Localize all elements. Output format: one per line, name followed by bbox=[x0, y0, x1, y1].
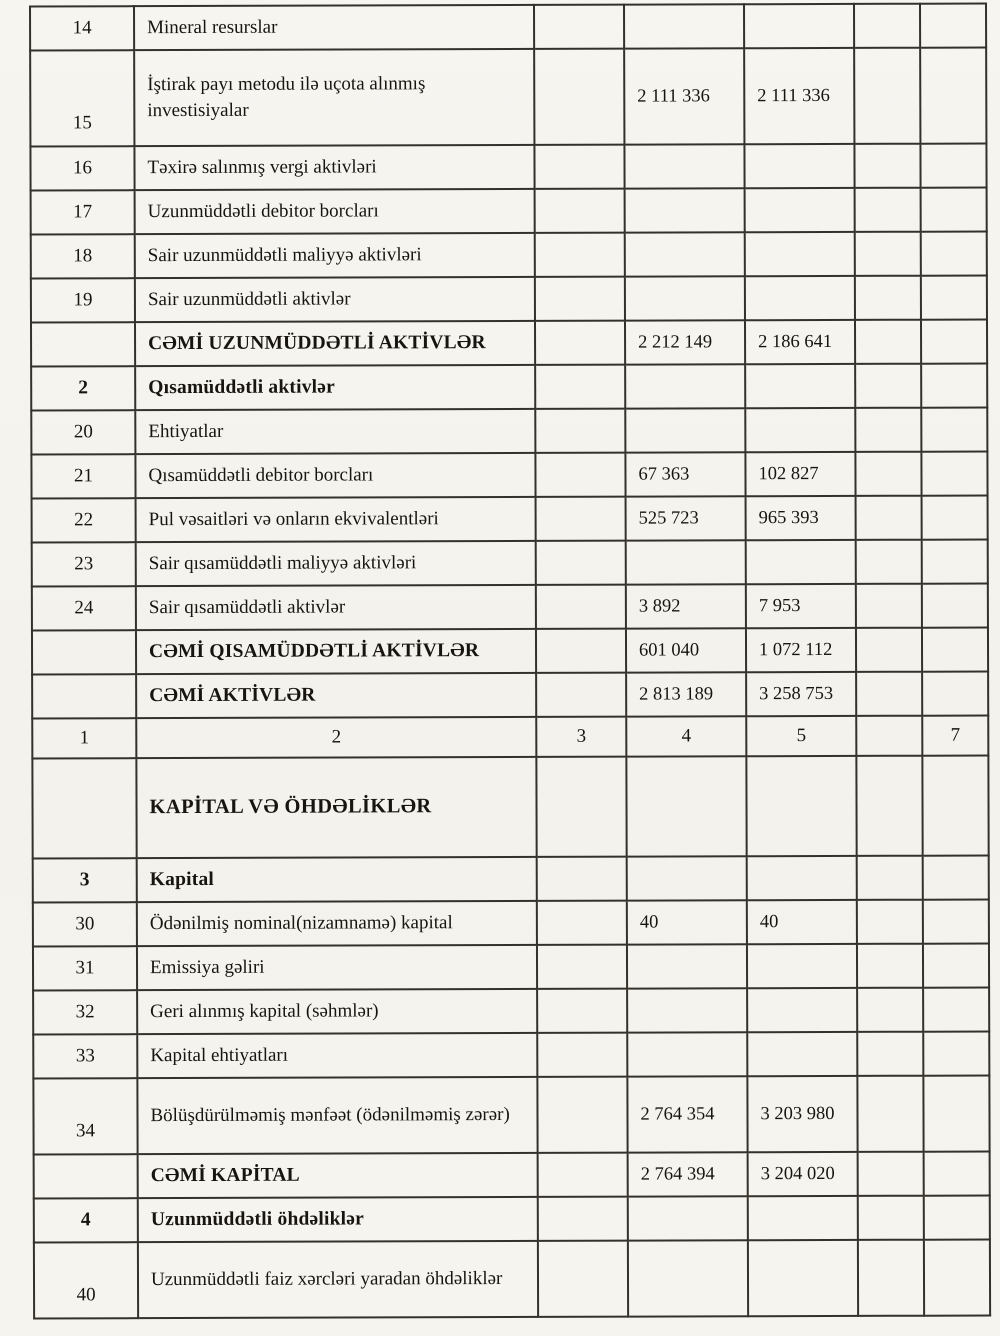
row-number-cell: 21 bbox=[31, 454, 135, 498]
empty-column-3-cell bbox=[536, 585, 626, 629]
empty-column-6-cell bbox=[857, 944, 923, 988]
row-number-cell: 20 bbox=[31, 410, 135, 454]
empty-column-3-cell bbox=[535, 277, 625, 321]
closing-balance-cell bbox=[745, 232, 855, 276]
row-label-cell: KAPİTAL VƏ ÖHDƏLİKLƏR bbox=[136, 757, 536, 858]
table-row bbox=[33, 855, 989, 902]
empty-column-7-cell bbox=[922, 539, 988, 583]
empty-column-3-cell bbox=[536, 541, 626, 585]
row-number-cell bbox=[31, 322, 135, 366]
row-number-cell: 17 bbox=[31, 190, 135, 234]
closing-balance-cell bbox=[747, 988, 857, 1032]
empty-column-3-cell bbox=[536, 629, 626, 673]
closing-balance-cell: 3 258 753 bbox=[746, 672, 856, 716]
closing-balance-cell bbox=[744, 144, 854, 188]
closing-balance-cell bbox=[745, 188, 855, 232]
row-number-cell: 30 bbox=[33, 902, 137, 946]
row-label-cell: CƏMİ QISAMÜDDƏTLİ AKTİVLƏR bbox=[136, 629, 536, 674]
opening-balance-cell: 601 040 bbox=[626, 628, 746, 672]
row-label-cell: Uzunmüddətli debitor borcları bbox=[135, 189, 535, 234]
row-number-cell bbox=[32, 630, 136, 674]
table-row bbox=[34, 1195, 990, 1242]
closing-balance-cell bbox=[747, 856, 857, 900]
column-number-cell: 3 bbox=[536, 717, 626, 757]
table-row bbox=[31, 231, 987, 278]
empty-column-3-cell bbox=[537, 1033, 627, 1077]
empty-column-7-cell bbox=[923, 943, 989, 987]
empty-column-6-cell bbox=[858, 1196, 924, 1240]
empty-column-6-cell bbox=[858, 1152, 924, 1196]
opening-balance-cell bbox=[626, 756, 746, 856]
closing-balance-cell: 102 827 bbox=[745, 452, 855, 496]
balance-sheet-table-body bbox=[30, 3, 990, 1318]
row-number-cell bbox=[32, 758, 136, 858]
empty-column-3-cell bbox=[535, 453, 625, 497]
closing-balance-cell: 965 393 bbox=[746, 496, 856, 540]
table-row bbox=[33, 943, 989, 990]
opening-balance-cell: 2 212 149 bbox=[625, 320, 745, 364]
table-row bbox=[33, 987, 989, 1034]
row-number-cell: 16 bbox=[30, 146, 134, 190]
table-row bbox=[34, 1151, 990, 1198]
empty-column-3-cell bbox=[535, 409, 625, 453]
row-number-cell: 19 bbox=[31, 278, 135, 322]
table-row bbox=[32, 755, 988, 858]
closing-balance-cell bbox=[746, 756, 856, 856]
table-row bbox=[30, 143, 986, 190]
empty-column-7-cell bbox=[923, 855, 989, 899]
empty-column-3-cell bbox=[535, 233, 625, 277]
row-number-cell bbox=[34, 1154, 138, 1198]
empty-column-6-cell bbox=[855, 364, 921, 408]
empty-column-7-cell bbox=[922, 755, 988, 855]
empty-column-6-cell bbox=[857, 1076, 923, 1152]
row-label-cell: Kapital bbox=[137, 857, 537, 902]
empty-column-7-cell bbox=[921, 451, 987, 495]
row-label-cell: Uzunmüddətli öhdəliklər bbox=[138, 1197, 538, 1242]
row-label-cell: CƏMİ AKTİVLƏR bbox=[136, 673, 536, 718]
closing-balance-cell bbox=[747, 1032, 857, 1076]
empty-column-7-cell bbox=[922, 671, 988, 715]
row-number-cell: 18 bbox=[31, 234, 135, 278]
table-row bbox=[32, 627, 988, 674]
opening-balance-cell bbox=[627, 856, 747, 900]
table-row bbox=[32, 539, 988, 586]
row-label-cell: Emissiya gəliri bbox=[137, 945, 537, 990]
empty-column-6-cell bbox=[857, 856, 923, 900]
row-label-cell: Sair uzunmüddətli maliyyə aktivləri bbox=[135, 233, 535, 278]
row-label-cell: Sair uzunmüddətli aktivlər bbox=[135, 277, 535, 322]
row-label-cell: Qısamüddətli aktivlər bbox=[135, 365, 535, 410]
balance-sheet-table bbox=[29, 2, 991, 1319]
table-row bbox=[33, 1031, 989, 1078]
opening-balance-cell: 2 764 354 bbox=[627, 1076, 747, 1152]
empty-column-6-cell bbox=[855, 232, 921, 276]
column-number-cell: 5 bbox=[746, 716, 856, 756]
closing-balance-cell: 7 953 bbox=[746, 584, 856, 628]
empty-column-7-cell bbox=[921, 231, 987, 275]
table-row bbox=[30, 3, 986, 50]
empty-column-7-cell bbox=[922, 495, 988, 539]
closing-balance-cell: 2 186 641 bbox=[745, 320, 855, 364]
empty-column-6-cell bbox=[856, 540, 922, 584]
empty-column-6-cell bbox=[855, 408, 921, 452]
empty-column-7-cell bbox=[924, 1151, 990, 1195]
empty-column-3-cell bbox=[538, 1153, 628, 1197]
empty-column-6-cell bbox=[855, 452, 921, 496]
opening-balance-cell: 3 892 bbox=[626, 584, 746, 628]
opening-balance-cell bbox=[628, 1196, 748, 1240]
row-label-cell: Pul vəsaitləri və onların ekvivalentləri bbox=[136, 497, 536, 542]
empty-column-6-cell bbox=[856, 628, 922, 672]
empty-column-3-cell bbox=[537, 857, 627, 901]
empty-column-3-cell bbox=[536, 757, 626, 857]
closing-balance-cell: 1 072 112 bbox=[746, 628, 856, 672]
row-label-cell: Mineral resurslar bbox=[134, 5, 534, 50]
row-label-cell: Geri alınmış kapital (səhmlər) bbox=[137, 989, 537, 1034]
row-number-cell: 2 bbox=[31, 366, 135, 410]
opening-balance-cell bbox=[624, 4, 744, 48]
row-label-cell: CƏMİ UZUNMÜDDƏTLİ AKTİVLƏR bbox=[135, 321, 535, 366]
closing-balance-cell bbox=[745, 364, 855, 408]
empty-column-6-cell bbox=[854, 4, 920, 48]
empty-column-6-cell bbox=[857, 900, 923, 944]
empty-column-7-cell bbox=[920, 3, 986, 47]
table-row bbox=[31, 319, 987, 366]
table-row bbox=[32, 671, 988, 718]
empty-column-6-cell bbox=[856, 584, 922, 628]
empty-column-7-cell bbox=[921, 363, 987, 407]
empty-column-3-cell bbox=[537, 901, 627, 945]
empty-column-3-cell bbox=[536, 673, 626, 717]
empty-column-6-cell bbox=[855, 188, 921, 232]
closing-balance-cell bbox=[746, 540, 856, 584]
row-number-cell: 32 bbox=[33, 990, 137, 1034]
empty-column-7-cell bbox=[922, 627, 988, 671]
opening-balance-cell: 525 723 bbox=[626, 496, 746, 540]
closing-balance-cell: 3 203 980 bbox=[747, 1076, 857, 1152]
empty-column-6-cell bbox=[854, 48, 920, 144]
empty-column-6-cell bbox=[856, 756, 922, 856]
table-row bbox=[32, 583, 988, 630]
column-number-cell: 4 bbox=[626, 716, 746, 756]
empty-column-6-cell bbox=[858, 1240, 924, 1316]
opening-balance-cell bbox=[625, 364, 745, 408]
table-row bbox=[33, 899, 989, 946]
row-number-cell: 34 bbox=[33, 1078, 137, 1154]
table-row bbox=[31, 275, 987, 322]
empty-column-6-cell bbox=[857, 988, 923, 1032]
closing-balance-cell bbox=[748, 1196, 858, 1240]
empty-column-6-cell bbox=[855, 276, 921, 320]
row-number-cell: 4 bbox=[34, 1198, 138, 1242]
row-number-cell: 3 bbox=[33, 858, 137, 902]
row-number-cell: 31 bbox=[33, 946, 137, 990]
closing-balance-cell bbox=[747, 944, 857, 988]
column-number-cell: 7 bbox=[922, 715, 988, 755]
row-label-cell: Ehtiyatlar bbox=[135, 409, 535, 454]
opening-balance-cell bbox=[625, 408, 745, 452]
empty-column-3-cell bbox=[535, 365, 625, 409]
empty-column-7-cell bbox=[921, 187, 987, 231]
table-row bbox=[31, 451, 987, 498]
row-label-cell: Bölüşdürülməmiş mənfəət (ödənilməmiş zərər) bbox=[137, 1077, 537, 1154]
empty-column-3-cell bbox=[534, 49, 624, 145]
row-number-cell: 23 bbox=[32, 542, 136, 586]
empty-column-3-cell bbox=[535, 321, 625, 365]
empty-column-3-cell bbox=[537, 945, 627, 989]
empty-column-3-cell bbox=[537, 989, 627, 1033]
empty-column-6-cell bbox=[855, 320, 921, 364]
table-row bbox=[31, 407, 987, 454]
opening-balance-cell: 67 363 bbox=[625, 452, 745, 496]
row-number-cell: 33 bbox=[33, 1034, 137, 1078]
opening-balance-cell bbox=[627, 944, 747, 988]
row-label-cell: Kapital ehtiyatları bbox=[137, 1033, 537, 1078]
table-row bbox=[34, 1239, 990, 1318]
row-number-cell: 40 bbox=[34, 1242, 138, 1318]
empty-column-6-cell bbox=[856, 672, 922, 716]
empty-column-3-cell bbox=[538, 1197, 628, 1241]
closing-balance-cell bbox=[744, 4, 854, 48]
empty-column-6-cell bbox=[854, 144, 920, 188]
column-number-cell: 1 bbox=[32, 718, 136, 758]
row-label-cell: CƏMİ KAPİTAL bbox=[138, 1153, 538, 1198]
empty-column-3-cell bbox=[537, 1077, 627, 1153]
empty-column-7-cell bbox=[924, 1239, 990, 1315]
empty-column-3-cell bbox=[534, 5, 624, 49]
row-label-cell: Sair qısamüddətli aktivlər bbox=[136, 585, 536, 630]
row-number-cell: 15 bbox=[30, 50, 134, 146]
empty-column-6-cell bbox=[856, 496, 922, 540]
empty-column-7-cell bbox=[922, 583, 988, 627]
closing-balance-cell bbox=[745, 408, 855, 452]
table-row bbox=[31, 363, 987, 410]
table-row bbox=[30, 47, 986, 146]
empty-column-7-cell bbox=[920, 47, 986, 143]
empty-column-7-cell bbox=[923, 987, 989, 1031]
row-label-cell: Sair qısamüddətli maliyyə aktivləri bbox=[136, 541, 536, 586]
closing-balance-cell bbox=[748, 1240, 858, 1316]
opening-balance-cell bbox=[628, 1240, 748, 1316]
empty-column-7-cell bbox=[920, 143, 986, 187]
table-row bbox=[32, 495, 988, 542]
row-label-cell: İştirak payı metodu ilə uçota alınmış investisiyalar bbox=[134, 49, 534, 146]
empty-column-7-cell bbox=[923, 1075, 989, 1151]
column-number-cell: 2 bbox=[136, 717, 536, 758]
empty-column-7-cell bbox=[923, 1031, 989, 1075]
opening-balance-cell bbox=[625, 188, 745, 232]
empty-column-7-cell bbox=[921, 319, 987, 363]
opening-balance-cell bbox=[625, 232, 745, 276]
opening-balance-cell: 2 111 336 bbox=[624, 48, 744, 144]
row-label-cell: Uzunmüddətli faiz xərcləri yaradan öhdəliklər bbox=[138, 1241, 538, 1318]
closing-balance-cell bbox=[745, 276, 855, 320]
row-number-cell: 14 bbox=[30, 6, 134, 50]
empty-column-7-cell bbox=[921, 407, 987, 451]
opening-balance-cell bbox=[626, 540, 746, 584]
row-number-cell bbox=[32, 674, 136, 718]
empty-column-3-cell bbox=[534, 145, 624, 189]
row-number-cell: 22 bbox=[32, 498, 136, 542]
empty-column-7-cell bbox=[923, 899, 989, 943]
empty-column-3-cell bbox=[538, 1241, 628, 1317]
opening-balance-cell bbox=[624, 144, 744, 188]
opening-balance-cell: 2 813 189 bbox=[626, 672, 746, 716]
closing-balance-cell: 3 204 020 bbox=[748, 1152, 858, 1196]
opening-balance-cell bbox=[627, 1032, 747, 1076]
opening-balance-cell bbox=[627, 988, 747, 1032]
row-label-cell: Qısamüddətli debitor borcları bbox=[135, 453, 535, 498]
table-row bbox=[33, 1075, 989, 1154]
empty-column-3-cell bbox=[535, 189, 625, 233]
closing-balance-cell: 40 bbox=[747, 900, 857, 944]
empty-column-7-cell bbox=[921, 275, 987, 319]
opening-balance-cell: 2 764 394 bbox=[628, 1152, 748, 1196]
row-label-cell: Təxirə salınmış vergi aktivləri bbox=[134, 145, 534, 190]
empty-column-7-cell bbox=[924, 1195, 990, 1239]
row-label-cell: Ödənilmiş nominal(nizamnamə) kapital bbox=[137, 901, 537, 946]
opening-balance-cell bbox=[625, 276, 745, 320]
column-number-cell bbox=[856, 716, 922, 756]
column-number-row bbox=[32, 715, 988, 758]
opening-balance-cell: 40 bbox=[627, 900, 747, 944]
table-row bbox=[31, 187, 987, 234]
closing-balance-cell: 2 111 336 bbox=[744, 48, 854, 144]
empty-column-6-cell bbox=[857, 1032, 923, 1076]
row-number-cell: 24 bbox=[32, 586, 136, 630]
empty-column-3-cell bbox=[536, 497, 626, 541]
